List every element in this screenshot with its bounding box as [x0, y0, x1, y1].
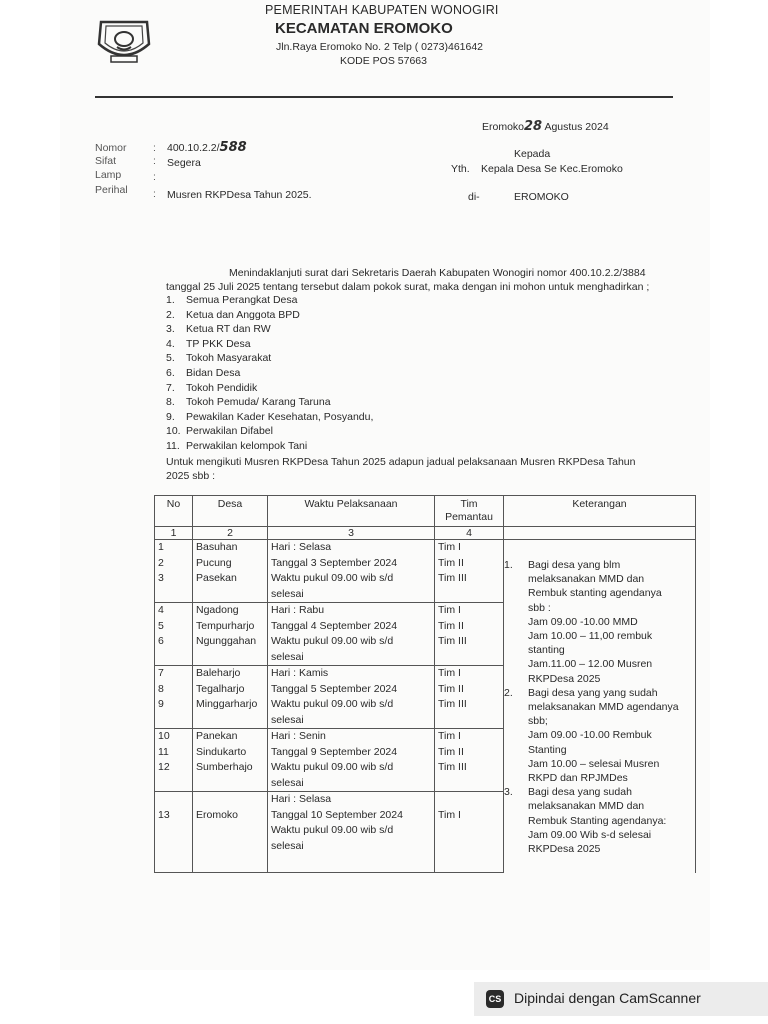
cell-waktu: Hari : Selasa Tanggal 3 September 2024 Waktu pukul 09.00 wib s/d selesai	[268, 540, 435, 603]
attendee-list	[166, 293, 373, 454]
list-item-number: 6.	[166, 366, 175, 379]
cell-waktu: Hari : Kamis Tanggal 5 September 2024 Waktu pukul 09.00 wib s/d selesai	[268, 666, 435, 729]
keterangan-line: Jam 10.00 – 11,00 rembuk	[528, 630, 653, 643]
keterangan-line: sbb :	[528, 601, 551, 614]
keterangan-line: Jam 09.00 -10.00 MMD	[528, 615, 638, 628]
regency-emblem-icon	[95, 14, 153, 68]
sifat-label: Sifat	[95, 155, 117, 167]
addressee-name: Kepala Desa Se Kec.Eromoko	[481, 163, 623, 175]
list-item	[166, 410, 373, 425]
list-item-text: Pewakilan Kader Kesehatan, Posyandu,	[186, 410, 374, 423]
keterangan-item-3	[504, 785, 694, 856]
keterangan-column	[504, 552, 694, 856]
list-item	[166, 381, 373, 396]
addressee-di: di-	[468, 191, 480, 203]
index-cell: 3	[268, 527, 435, 540]
keterangan-line: Jam 09.00 Wib s-d selesai	[528, 828, 652, 841]
keterangan-number: 3.	[504, 786, 513, 799]
list-item-number: 8.	[166, 396, 175, 409]
colon: :	[153, 142, 156, 154]
keterangan-item-2	[504, 686, 694, 785]
list-item	[166, 439, 373, 454]
keterangan-number: 2.	[504, 686, 513, 699]
list-item-number: 4.	[166, 337, 175, 350]
keterangan-line: Bagi desa yang yang sudah	[528, 686, 658, 699]
camscanner-logo-icon: CS	[486, 990, 504, 1008]
date-day-handwritten: 28	[524, 119, 543, 134]
keterangan-line: Rembuk stanting agendanya	[528, 587, 662, 600]
letter-date	[482, 119, 609, 134]
letterhead-district: KECAMATAN EROMOKO	[275, 20, 453, 37]
perihal-value: Musren RKPDesa Tahun 2025.	[167, 189, 312, 201]
keterangan-line: Bagi desa yang sudah	[528, 786, 632, 799]
letterhead-divider	[95, 96, 673, 98]
letterhead-postcode: KODE POS 57663	[340, 55, 427, 67]
keterangan-line: Rembuk Stanting agendanya:	[528, 814, 667, 827]
colon: :	[153, 155, 156, 167]
lamp-label: Lamp	[95, 169, 122, 181]
cell-no: 10 11 12	[155, 729, 193, 792]
list-item-number: 7.	[166, 381, 175, 394]
nomor-value: 400.10.2.2/588	[167, 140, 247, 155]
list-item	[166, 337, 373, 352]
list-item-text: Tokoh Pendidik	[186, 381, 258, 394]
body-paragraph-1-line-2: tanggal 25 Juli 2025 tentang tersebut dalam pokok surat, maka dengan ini mohon untuk menghadirkan ;	[166, 281, 650, 293]
index-cell: 4	[435, 527, 504, 540]
list-item-number: 2.	[166, 308, 175, 321]
letterhead-government: PEMERINTAH KABUPATEN WONOGIRI	[265, 3, 499, 17]
header-keterangan: Keterangan	[504, 496, 696, 527]
header-desa: Desa	[193, 496, 268, 527]
list-item-text: Ketua RT dan RW	[186, 323, 271, 336]
cell-desa: Basuhan Pucung Pasekan	[193, 540, 268, 603]
index-cell: 1	[155, 527, 193, 540]
camscanner-footer	[474, 982, 768, 1016]
letterhead-address: Jln.Raya Eromoko No. 2 Telp ( 0273)461642	[276, 41, 484, 53]
camscanner-caption: Dipindai dengan CamScanner	[514, 990, 701, 1006]
sifat-value: Segera	[167, 157, 201, 169]
list-item-number: 5.	[166, 352, 175, 365]
list-item-text: Perwakilan kelompok Tani	[186, 439, 308, 452]
list-item-text: TP PKK Desa	[186, 337, 251, 350]
cell-no: 13	[155, 792, 193, 873]
list-item-number: 3.	[166, 323, 175, 336]
list-item	[166, 293, 373, 308]
body-paragraph-2-line-1: Untuk mengikuti Musren RKPDesa Tahun 2025 adapun jadual pelaksanaan Musren RKPDesa Tahun	[166, 456, 636, 468]
perihal-label: Perihal	[95, 184, 128, 196]
keterangan-line: Bagi desa yang blm	[528, 559, 621, 571]
nomor-label: Nomor	[95, 142, 127, 154]
cell-no: 7 8 9	[155, 666, 193, 729]
colon: :	[153, 171, 156, 183]
cell-desa: Panekan Sindukarto Sumberhajo	[193, 729, 268, 792]
list-item-text: Bidan Desa	[186, 366, 241, 379]
cell-tim: Tim I Tim II Tim III	[435, 603, 504, 666]
keterangan-line: Jam 09.00 -10.00 Rembuk	[528, 729, 652, 742]
list-item-text: Ketua dan Anggota BPD	[186, 308, 300, 321]
list-item-text: Tokoh Pemuda/ Karang Taruna	[186, 396, 331, 409]
cell-desa: Ngadong Tempurharjo Ngunggahan	[193, 603, 268, 666]
body-paragraph-2-line-2: 2025 sbb :	[166, 470, 216, 482]
cell-desa: Eromoko	[193, 792, 268, 873]
keterangan-line: melaksanakan MMD dan	[528, 800, 645, 813]
body-paragraph-1-line-1: Menindaklanjuti surat dari Sekretaris Daerah Kabupaten Wonogiri nomor 400.10.2.2/3884	[229, 267, 646, 279]
cell-tim: Tim I	[435, 792, 504, 873]
keterangan-line: Jam 10.00 – selesai Musren	[528, 757, 660, 770]
keterangan-line: melaksanakan MMD dan	[528, 573, 645, 586]
header-waktu: Waktu Pelaksanaan	[268, 496, 435, 527]
list-item	[166, 366, 373, 381]
cell-waktu: Hari : Selasa Tanggal 10 September 2024 Waktu pukul 09.00 wib s/d selesai	[268, 792, 435, 873]
cell-tim: Tim I Tim II Tim III	[435, 540, 504, 603]
keterangan-line: stanting	[528, 644, 565, 657]
addressee-kepada: Kepada	[514, 148, 551, 160]
cell-no: 4 5 6	[155, 603, 193, 666]
nomor-handwritten: 588	[219, 140, 247, 155]
list-item-number: 9.	[166, 410, 175, 423]
colon: :	[153, 188, 156, 200]
table-header-row	[155, 496, 696, 527]
date-rest: Agustus 2024	[544, 121, 609, 133]
list-item	[166, 395, 373, 410]
list-item	[166, 424, 373, 439]
keterangan-item-1	[504, 558, 694, 686]
index-cell	[504, 527, 696, 540]
list-item-text: Tokoh Masyarakat	[186, 352, 272, 365]
list-item-number: 10.	[166, 425, 181, 438]
keterangan-line: RKPDesa 2025	[528, 672, 601, 685]
list-item-text: Semua Perangkat Desa	[186, 294, 298, 306]
cell-waktu: Hari : Senin Tanggal 9 September 2024 Waktu pukul 09.00 wib s/d selesai	[268, 729, 435, 792]
table-index-row	[155, 527, 696, 540]
list-item	[166, 351, 373, 366]
date-place: Eromoko	[482, 121, 525, 133]
header-no: No	[155, 496, 193, 527]
cell-waktu: Hari : Rabu Tanggal 4 September 2024 Waktu pukul 09.00 wib s/d selesai	[268, 603, 435, 666]
keterangan-line: RKPD dan RPJMDes	[528, 772, 628, 785]
list-item	[166, 322, 373, 337]
list-item	[166, 308, 373, 323]
list-item-number: 1.	[166, 294, 175, 306]
cell-no: 1 2 3	[155, 540, 193, 603]
keterangan-line: melaksanakan MMD agendanya	[528, 701, 679, 714]
cell-tim: Tim I Tim II Tim III	[435, 666, 504, 729]
keterangan-line: sbb;	[528, 715, 548, 728]
cell-desa: Baleharjo Tegalharjo Minggarharjo	[193, 666, 268, 729]
list-item-text: Perwakilan Difabel	[186, 425, 273, 438]
addressee-place: EROMOKO	[514, 191, 569, 203]
keterangan-line: RKPDesa 2025	[528, 843, 601, 856]
index-cell: 2	[193, 527, 268, 540]
keterangan-line: Stanting	[528, 743, 567, 756]
keterangan-line: Jam.11.00 – 12.00 Musren	[528, 658, 653, 671]
keterangan-number: 1.	[504, 559, 513, 571]
cell-tim: Tim I Tim II Tim III	[435, 729, 504, 792]
header-tim: Tim Pemantau	[435, 496, 504, 527]
addressee-yth: Yth.	[451, 163, 470, 175]
list-item-number: 11.	[166, 439, 180, 452]
